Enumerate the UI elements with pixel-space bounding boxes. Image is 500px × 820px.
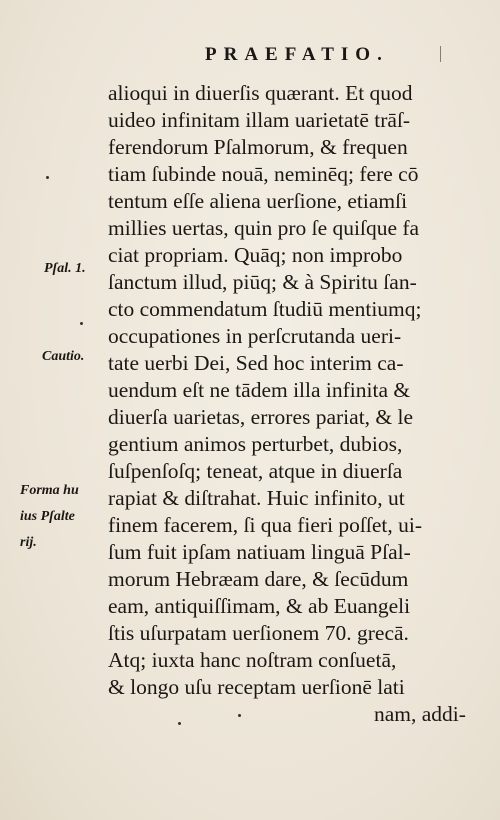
text-line: occupationes in perſcrutanda ueri- [108, 324, 402, 348]
text-line: alioqui in diuerſis quærant. Et quod [108, 81, 413, 105]
text-line: finem facerem, ſi qua fieri poſſet, ui- [108, 513, 423, 537]
ink-speck [46, 176, 49, 179]
text-line: eam, antiquiſſimam, & ab Euangeli [108, 594, 411, 618]
text-line: ciat propriam. Quāq; non improbo [108, 243, 403, 267]
ink-speck [178, 722, 181, 725]
ink-speck [238, 714, 241, 717]
text-line: ſanctum illud, piūq; & à Spiritu ſan- [108, 270, 417, 294]
text-line: ferendorum Pſalmorum, & frequen [108, 135, 408, 159]
text-line: morum Hebræam dare, & ſecūdum [108, 567, 409, 591]
text-line: millies uertas, quin pro ſe quiſque fa [108, 216, 420, 240]
text-line: ſum fuit ipſam natiuam linguā Pſal- [108, 540, 411, 564]
ink-speck [80, 322, 83, 325]
text-line: ſuſpenſoſq; teneat, atque in diuerſa [108, 459, 403, 483]
text-line: cto commendatum ſtudiū mentiumq; [108, 297, 422, 321]
text-line: gentium animos perturbet, dubios, [108, 432, 403, 456]
margin-note-form-line3: rij. [20, 535, 37, 550]
running-header: PRAEFATIO. [205, 44, 389, 65]
text-line: uendum eſt ne tādem illa infinita & [108, 378, 411, 402]
margin-note-psalm-ref: Pſal. 1. [44, 261, 86, 276]
margin-note-form-line1: Forma hu [20, 483, 79, 498]
main-text-block [108, 80, 488, 728]
margin-note-caution: Cautio. [42, 349, 85, 364]
text-line: tentum eſſe aliena uerſione, etiamſi [108, 189, 408, 213]
text-line: rapiat & diſtrahat. Huic infinito, ut [108, 486, 405, 510]
text-line: tate uerbi Dei, Sed hoc interim ca- [108, 351, 404, 375]
text-line: & longo uſu receptam uerſionē lati [108, 675, 405, 699]
text-line: ſtis uſurpatam uerſionem 70. grecā. [108, 621, 409, 645]
text-line: Atq; iuxta hanc noſtram conſuetā, [108, 648, 397, 672]
text-line: diuerſa uarietas, errores pariat, & le [108, 405, 414, 429]
text-line: tiam ſubinde nouā, neminēq; fere cō [108, 162, 419, 186]
margin-note-form-line2: ius Pſalte [20, 509, 75, 524]
page-edge-mark [440, 46, 441, 62]
text-line: nam, addi- [374, 702, 466, 726]
text-line: uideo infinitam illam uarietatē trāſ- [108, 108, 411, 132]
